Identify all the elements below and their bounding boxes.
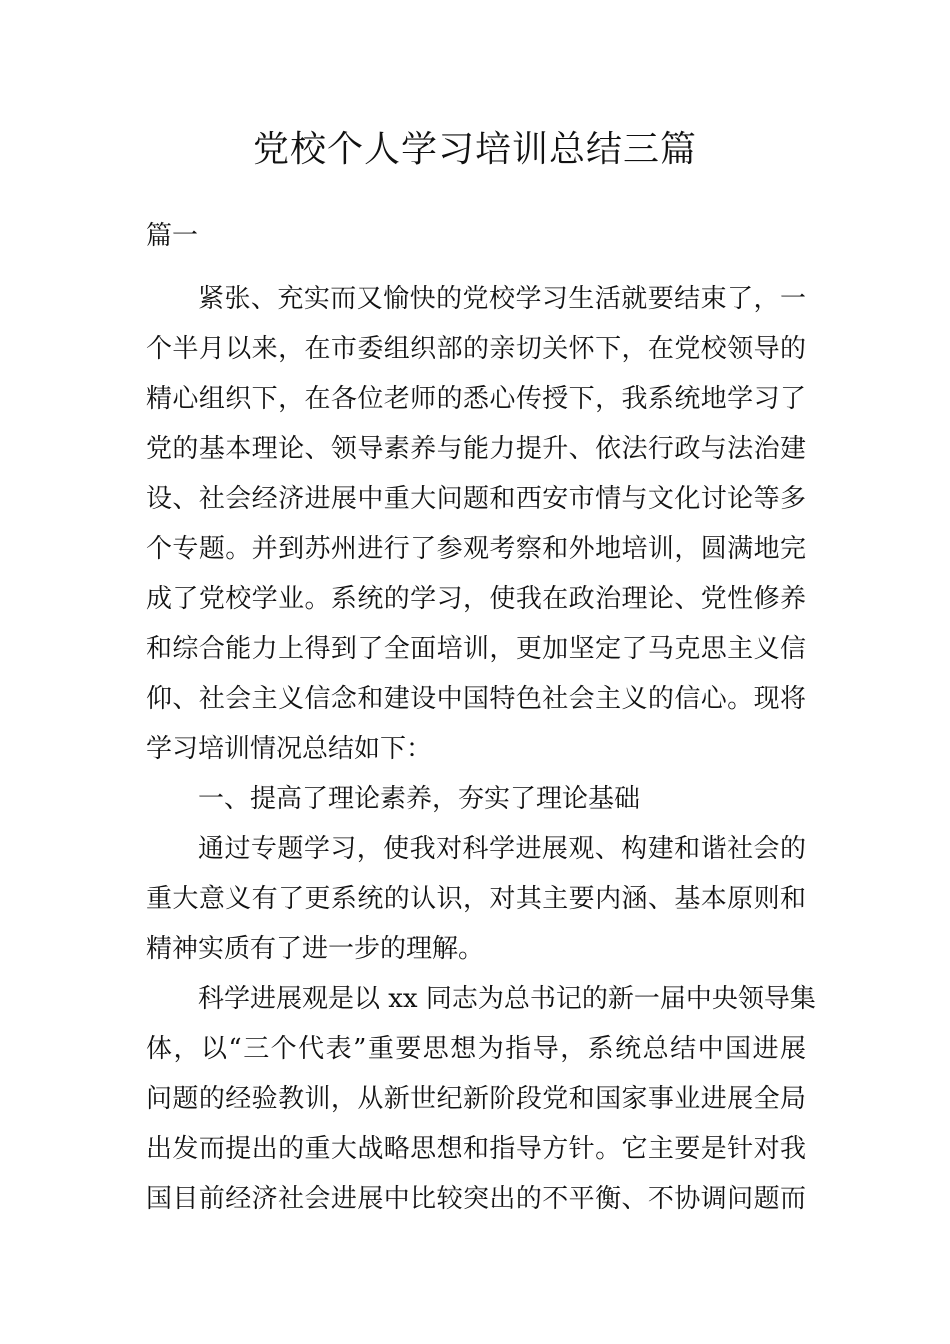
paragraph-line: 精心组织下，在各位老师的悉心传授下，我系统地学习了 <box>146 384 806 414</box>
paragraph-line: 个半月以来，在市委组织部的亲切关怀下，在党校领导的 <box>146 334 806 364</box>
paragraph-line: 精神实质有了进一步的理解。 <box>146 934 485 964</box>
paragraph-line: 个专题。并到苏州进行了参观考察和外地培训，圆满地完 <box>146 534 806 564</box>
paragraph-line: 国目前经济社会进展中比较突出的不平衡、不协调问题而 <box>146 1184 806 1214</box>
paragraph-line: 体，以“三个代表”重要思想为指导，系统总结中国进展 <box>146 1034 806 1064</box>
subsection-heading: 一、提高了理论素养，夯实了理论基础 <box>198 784 641 814</box>
paragraph-line: 仰、社会主义信念和建设中国特色社会主义的信心。现将 <box>146 684 806 714</box>
section-heading: 篇一 <box>146 221 199 251</box>
paragraph-line: 设、社会经济进展中重大问题和西安市情与文化讨论等多 <box>146 484 806 514</box>
paragraph-line: 出发而提出的重大战略思想和指导方针。它主要是针对我 <box>146 1134 806 1164</box>
paragraph-line: 紧张、充实而又愉快的党校学习生活就要结束了，一 <box>198 284 806 314</box>
paragraph-line: 和综合能力上得到了全面培训，更加坚定了马克思主义信 <box>146 634 806 664</box>
paragraph-line: 问题的经验教训，从新世纪新阶段党和国家事业进展全局 <box>146 1084 806 1114</box>
paragraph-line: 学习培训情况总结如下： <box>146 734 433 764</box>
document-title: 党校个人学习培训总结三篇 <box>252 129 697 170</box>
paragraph-line: 成了党校学业。系统的学习，使我在政治理论、党性修养 <box>146 584 806 614</box>
paragraph-line: 重大意义有了更系统的认识，对其主要内涵、基本原则和 <box>146 884 806 914</box>
paragraph-line: 通过专题学习，使我对科学进展观、构建和谐社会的 <box>198 834 806 864</box>
paragraph-line: 党的基本理论、领导素养与能力提升、依法行政与法治建 <box>146 434 806 464</box>
paragraph-line: 科学进展观是以 xx 同志为总书记的新一届中央领导集 <box>198 984 816 1014</box>
